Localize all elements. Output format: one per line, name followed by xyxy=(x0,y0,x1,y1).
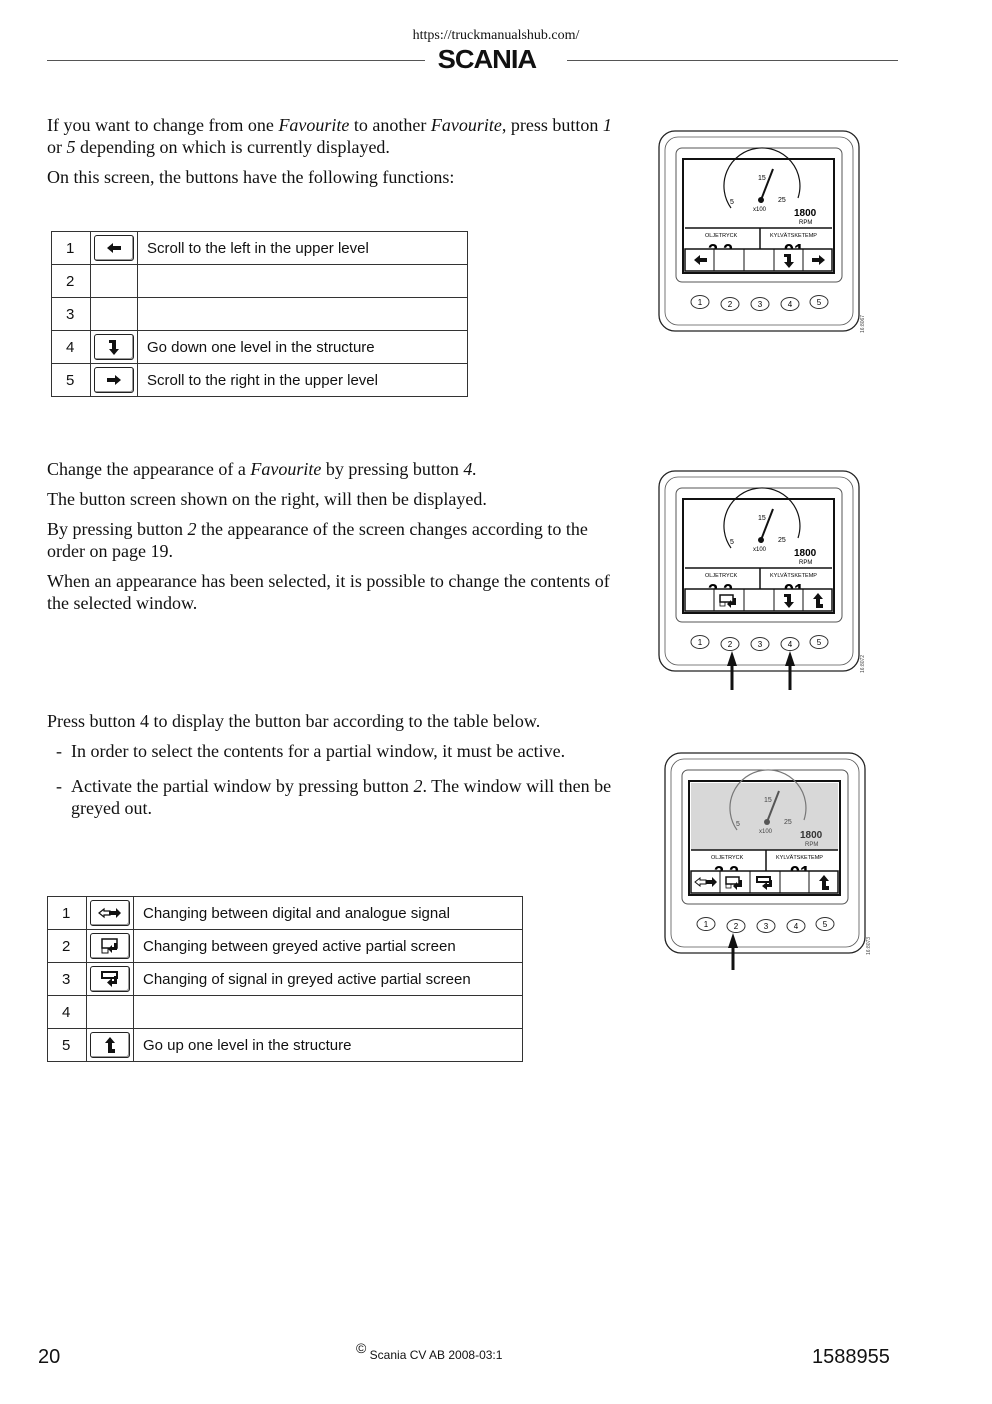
table-row xyxy=(48,897,523,930)
row-icon-cell xyxy=(91,298,138,331)
swap-digital-analogue-icon xyxy=(90,900,130,926)
row-icon-cell xyxy=(91,364,138,397)
gauge-multiplier: x100 xyxy=(759,829,773,835)
instrument-display-figure-2 xyxy=(656,468,866,692)
table-row xyxy=(48,996,523,1029)
row-description: Scroll to the left in the upper level xyxy=(138,232,468,265)
row-icon-cell xyxy=(87,1029,134,1062)
hw-button-label: 5 xyxy=(816,638,822,647)
hw-button-label: 3 xyxy=(757,640,763,649)
row-description: Changing of signal in greyed active partial screen xyxy=(134,963,523,996)
signal-change-icon xyxy=(90,966,130,992)
table-row xyxy=(48,1029,523,1062)
arrow-down-level-icon xyxy=(94,334,134,360)
row-description: Go up one level in the structure xyxy=(134,1029,523,1062)
header-rule-left xyxy=(47,60,425,61)
coolant-temp-label: KYLVÄTSKETEMP xyxy=(770,573,817,579)
figure-id: 16:8072 xyxy=(860,654,866,673)
rpm-unit: RPM xyxy=(805,842,819,848)
row-number: 1 xyxy=(48,897,87,930)
rpm-value: 1800 xyxy=(800,830,823,841)
arrow-right-icon xyxy=(94,367,134,393)
hw-button-label: 4 xyxy=(793,922,799,931)
table-row xyxy=(52,331,468,364)
row-number: 5 xyxy=(52,364,91,397)
section2-text xyxy=(47,458,619,614)
table-row xyxy=(48,963,523,996)
section1-paragraph1: If you want to change from one Favourite to another Favourite, press button 1 or 5 depending on which is currently displayed. xyxy=(47,115,612,157)
hw-button-label: 5 xyxy=(816,298,822,307)
gauge-tick-label: 5 xyxy=(730,539,734,546)
partial-screen-select-icon xyxy=(90,933,130,959)
row-number: 1 xyxy=(52,232,91,265)
row-description xyxy=(138,298,468,331)
section1-paragraph2: On this screen, the buttons have the following functions: xyxy=(47,167,455,187)
gauge-tick-label: 25 xyxy=(784,819,792,826)
figure-id: 16:8067 xyxy=(860,314,866,333)
hw-button-label: 2 xyxy=(727,640,733,649)
row-description: Changing between greyed active partial screen xyxy=(134,930,523,963)
row-number: 5 xyxy=(48,1029,87,1062)
table-row xyxy=(52,364,468,397)
header-rule-right xyxy=(567,60,898,61)
rpm-unit: RPM xyxy=(799,560,813,566)
oil-pressure-label: OLJETRYCK xyxy=(705,233,738,239)
row-description: Changing between digital and analogue signal xyxy=(134,897,523,930)
coolant-temp-label: KYLVÄTSKETEMP xyxy=(770,233,817,239)
button-table-2 xyxy=(47,896,523,1062)
hw-button-label: 1 xyxy=(703,920,709,929)
hw-button-label: 1 xyxy=(697,298,703,307)
gauge-tick-label: 15 xyxy=(758,175,766,182)
row-icon-cell xyxy=(87,963,134,996)
arrow-left-icon xyxy=(94,235,134,261)
row-icon-cell xyxy=(87,897,134,930)
hw-button-label: 3 xyxy=(757,300,763,309)
gauge-tick-label: 25 xyxy=(778,537,786,544)
gauge-multiplier: x100 xyxy=(753,207,767,213)
bullet-item: - Activate the partial window by pressing button 2. The window will then be greyed out. xyxy=(56,776,612,818)
row-description: Go down one level in the structure xyxy=(138,331,468,364)
document-number: 1588955 xyxy=(812,1346,890,1368)
copyright: © Scania CV AB 2008-03:1 xyxy=(356,1340,503,1362)
hw-button-label: 4 xyxy=(787,640,793,649)
coolant-temp-label: KYLVÄTSKETEMP xyxy=(776,855,823,861)
gauge-tick-label: 15 xyxy=(758,515,766,522)
table-row xyxy=(48,930,523,963)
bullet-item: - In order to select the contents for a partial window, it must be active. xyxy=(56,741,566,761)
oil-pressure-label: OLJETRYCK xyxy=(705,573,738,579)
button-table-1 xyxy=(51,231,468,397)
hw-button-label: 2 xyxy=(727,300,733,309)
table-row xyxy=(52,298,468,331)
section2-paragraph4: When an appearance has been selected, it is possible to change the contents of the selected window. xyxy=(47,571,610,613)
gauge-tick-label: 25 xyxy=(778,197,786,204)
header-url[interactable]: https://truckmanualshub.com/ xyxy=(412,28,580,43)
table-row xyxy=(52,265,468,298)
gauge-tick-label: 5 xyxy=(730,199,734,206)
rpm-unit: RPM xyxy=(799,220,813,226)
hw-button-label: 4 xyxy=(787,300,793,309)
figure-id: 16:8073 xyxy=(866,936,872,955)
row-icon-cell xyxy=(87,930,134,963)
gauge-tick-label: 15 xyxy=(764,797,772,804)
row-icon-cell xyxy=(91,265,138,298)
scania-logo: SCANIA xyxy=(437,44,537,74)
rpm-value: 1800 xyxy=(794,208,817,219)
gauge-tick-label: 5 xyxy=(736,821,740,828)
page-number: 20 xyxy=(38,1346,61,1368)
instrument-display-figure-1 xyxy=(656,128,866,340)
hw-button-label: 3 xyxy=(763,922,769,931)
row-number: 4 xyxy=(48,996,87,1029)
row-number: 2 xyxy=(52,265,91,298)
gauge-multiplier: x100 xyxy=(753,547,767,553)
table-row xyxy=(52,232,468,265)
row-description xyxy=(134,996,523,1029)
row-number: 3 xyxy=(48,963,87,996)
row-description xyxy=(138,265,468,298)
row-number: 2 xyxy=(48,930,87,963)
row-number: 3 xyxy=(52,298,91,331)
oil-pressure-label: OLJETRYCK xyxy=(711,855,744,861)
section2-paragraph3: By pressing button 2 the appearance of the screen changes according to the order on page 19. xyxy=(47,519,588,561)
section2-paragraph1: Change the appearance of a Favourite by pressing button 4. xyxy=(47,459,477,479)
row-number: 4 xyxy=(52,331,91,364)
arrow-up-level-icon xyxy=(90,1032,130,1058)
hw-button-label: 2 xyxy=(733,922,739,931)
row-icon-cell xyxy=(91,232,138,265)
instrument-display-figure-3 xyxy=(662,750,872,974)
hw-button-label: 5 xyxy=(822,920,828,929)
rpm-value: 1800 xyxy=(794,548,817,559)
section1-text xyxy=(47,114,617,188)
section2-paragraph2: The button screen shown on the right, will then be displayed. xyxy=(47,489,487,509)
row-description: Scroll to the right in the upper level xyxy=(138,364,468,397)
section3-paragraph1: Press button 4 to display the button bar according to the table below. xyxy=(47,711,541,731)
section3-text xyxy=(47,710,619,819)
hw-button-label: 1 xyxy=(697,638,703,647)
row-icon-cell xyxy=(91,331,138,364)
row-icon-cell xyxy=(87,996,134,1029)
